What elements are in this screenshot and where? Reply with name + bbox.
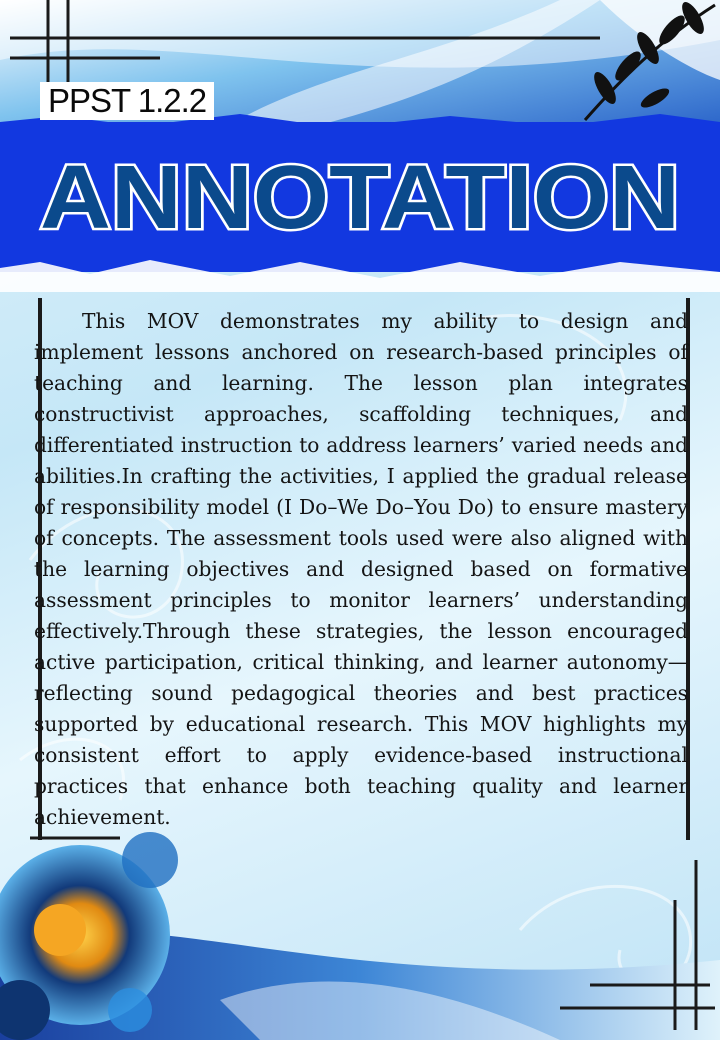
title-text: ANNOTATION bbox=[40, 148, 680, 248]
annotation-paragraph: This MOV demonstrates my ability to design and implement lessons anchored on research-based principles of teaching and learning. The lesson plan integrates constructivist approaches, scaffolding techniques, and differentiated instruction to address learners’ varied needs and abilities.In crafting the activities, I applied the gradual release of responsibility model (I Do–We Do–You Do) to ensure mastery of concepts. The assessment tools used were also aligned with the learning objectives and designed based on formative assessment principles to monitor learners’ understanding effectively.Through these strategies, the lesson encouraged active participation, critical thinking, and learner autonomy—reflecting sound pedagogical theories and best practices supported by educational research. This MOV highlights my consistent effort to apply evidence-based instructional practices that enhance both teaching quality and learner achievement. bbox=[34, 309, 688, 829]
flower-bloom-icon bbox=[0, 832, 178, 1040]
page-title bbox=[0, 120, 720, 270]
ppst-tag: PPST 1.2.2 bbox=[40, 82, 214, 120]
annotation-body bbox=[34, 306, 688, 833]
